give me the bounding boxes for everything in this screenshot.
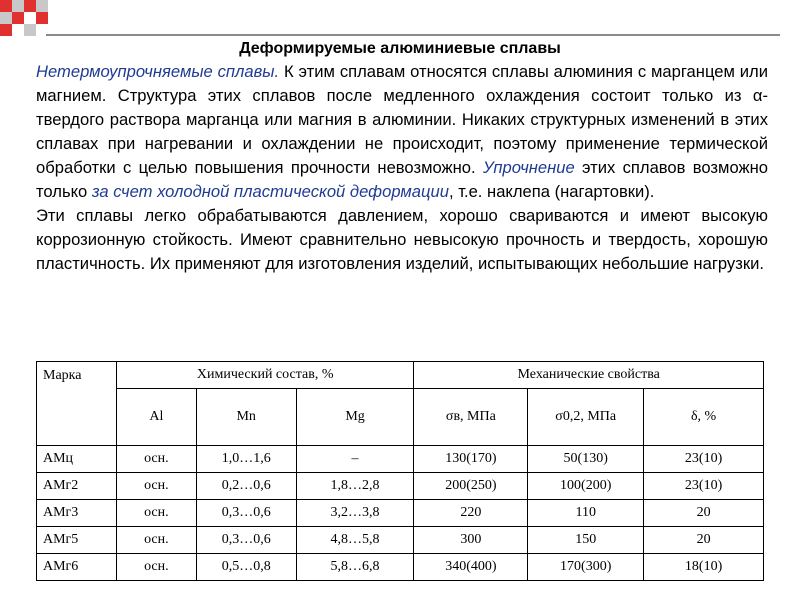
header-mechanical-properties: Механические свойства [414, 362, 764, 389]
cell-delta: 18(10) [644, 554, 764, 581]
cell-mg: 4,8…5,8 [296, 527, 414, 554]
main-text [36, 60, 768, 276]
subheader-delta: δ, % [644, 389, 764, 446]
cell-mg: 5,8…6,8 [296, 554, 414, 581]
paragraph-1-text1: К этим сплавам относятся сплавы алюминия с марганцем или магнием. Структура этих сплавов после медленного охлаждения состоит только из α-твердого раствора марганца или магния в алюминии. Никаких структурных изменений в этих сплавах при нагревании и охлаждении не происходит, поэтому применение термической обработки с целью повышения прочности невозможно. [36, 62, 768, 177]
cell-al: осн. [116, 473, 196, 500]
cell-delta: 20 [644, 527, 764, 554]
cell-mn: 0,3…0,6 [196, 527, 296, 554]
cell-delta: 23(10) [644, 446, 764, 473]
paragraph-1-text2: этих сплавов возможно только [36, 158, 768, 201]
paragraph-1-lead: Нетермоупрочняемые сплавы. [36, 62, 280, 81]
page-title: Деформируемые алюминиевые сплавы [239, 40, 561, 57]
cell-mg: 1,8…2,8 [296, 473, 414, 500]
cell-marka: АМг2 [37, 473, 117, 500]
paragraph-2: Эти сплавы легко обрабатываются давлением, хорошо свариваются и имеют высокую коррозионную стойкость. Имеют сравнительно невысокую прочность и твердость, хорошую пластичность. Их применяют для изготовления изделий, испытывающих небольшие нагрузки. [36, 206, 768, 273]
table-row [37, 500, 764, 527]
cell-marka: АМг6 [37, 554, 117, 581]
cell-mn: 0,3…0,6 [196, 500, 296, 527]
table-header-row-1 [37, 362, 764, 389]
cell-mn: 0,2…0,6 [196, 473, 296, 500]
cell-sigma-b: 200(250) [414, 473, 528, 500]
alloys-table [36, 361, 764, 581]
cell-al: осн. [116, 554, 196, 581]
header-chemical-composition: Химический состав, % [116, 362, 414, 389]
cell-sigma-02: 110 [528, 500, 644, 527]
table-row [37, 554, 764, 581]
paragraph-1-text3: , т.е. наклепа (нагартовки). [448, 182, 655, 201]
table-header-row-2 [37, 389, 764, 446]
cell-al: осн. [116, 527, 196, 554]
cell-al: осн. [116, 446, 196, 473]
cell-delta: 23(10) [644, 473, 764, 500]
cell-sigma-02: 50(130) [528, 446, 644, 473]
subheader-mg: Mg [296, 389, 414, 446]
cell-mg: 3,2…3,8 [296, 500, 414, 527]
cell-marka: АМг5 [37, 527, 117, 554]
cell-marka: АМг3 [37, 500, 117, 527]
cell-marka: АМц [37, 446, 117, 473]
cell-al: осн. [116, 500, 196, 527]
subheader-mn: Mn [196, 389, 296, 446]
cell-mg: – [296, 446, 414, 473]
cell-sigma-b: 220 [414, 500, 528, 527]
cell-mn: 0,5…0,8 [196, 554, 296, 581]
cell-delta: 20 [644, 500, 764, 527]
cell-sigma-02: 100(200) [528, 473, 644, 500]
header-divider [46, 34, 780, 36]
cell-sigma-b: 300 [414, 527, 528, 554]
header-marka: Марка [37, 362, 117, 446]
cell-mn: 1,0…1,6 [196, 446, 296, 473]
paragraph-1-emph1: Упрочнение [482, 158, 575, 177]
cell-sigma-02: 150 [528, 527, 644, 554]
paragraph-1-emph2: за счет холодной пластической деформации [91, 182, 449, 201]
subheader-sigma-02: σ0,2, МПа [528, 389, 644, 446]
paragraph-1 [36, 60, 768, 204]
cell-sigma-02: 170(300) [528, 554, 644, 581]
cell-sigma-b: 340(400) [414, 554, 528, 581]
table-row [37, 473, 764, 500]
table-row [37, 527, 764, 554]
table-row [37, 446, 764, 473]
subheader-al: Al [116, 389, 196, 446]
slide-logo [0, 0, 60, 44]
cell-sigma-b: 130(170) [414, 446, 528, 473]
subheader-sigma-b: σв, МПа [414, 389, 528, 446]
